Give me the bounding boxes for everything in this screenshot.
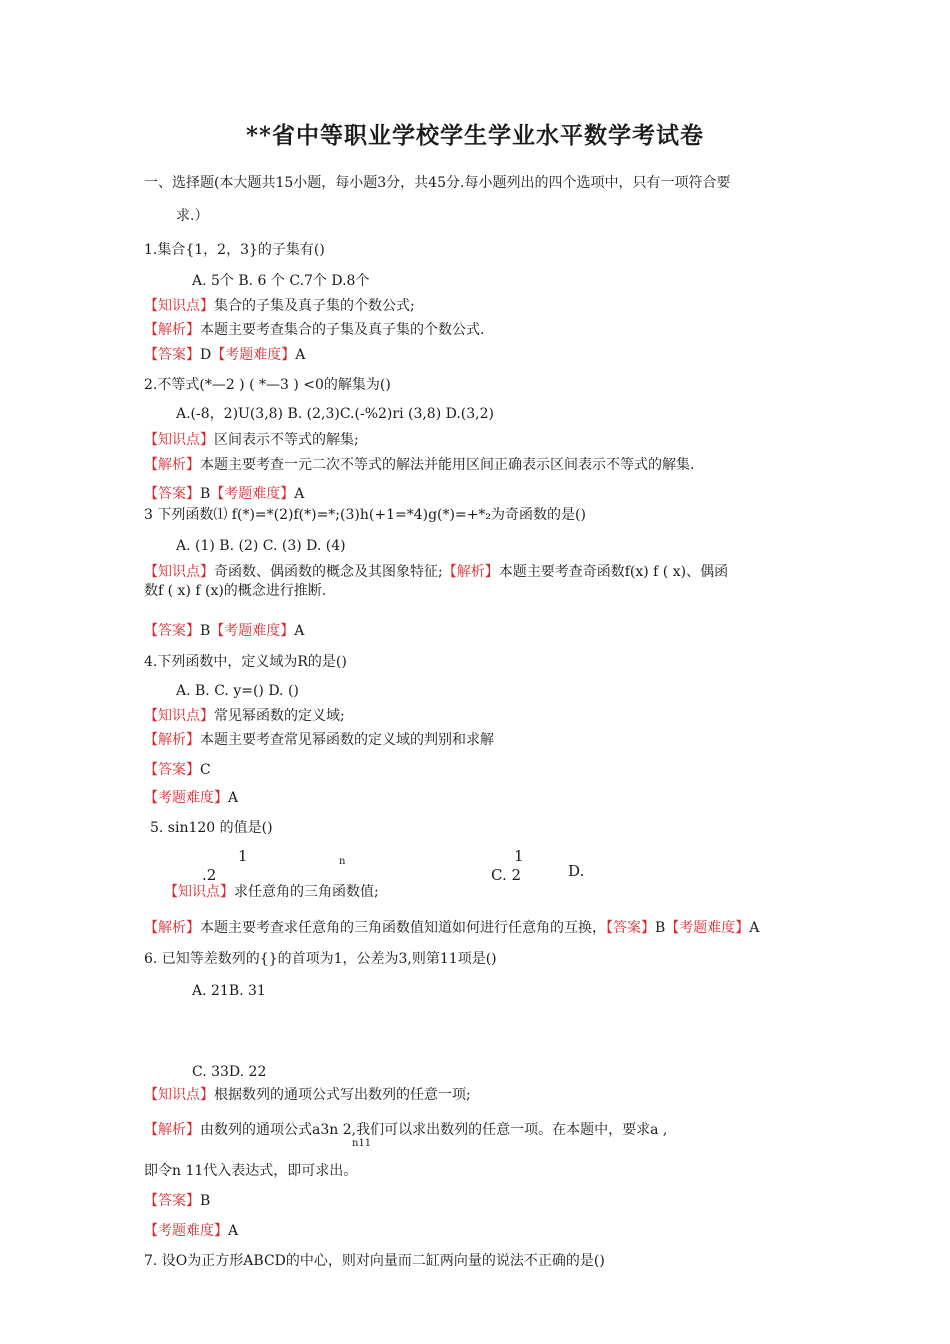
answer-label: 【答案】 [144, 486, 200, 502]
q5-analysis-text: 本题主要考查求任意角的三角函数值知道如何进行任意角的互换， [200, 920, 606, 936]
q5-option-d: D. [568, 862, 585, 880]
answer-label: 【答案】 [606, 920, 655, 936]
difficulty-label: 【考题难度】 [211, 347, 296, 363]
q5-option-c: C. 2 [491, 866, 522, 884]
q4-difficulty-value: A [228, 790, 239, 806]
q1-options: A. 5个 B. 6 个 C.7个 D.8个 [192, 273, 370, 289]
knowledge-label: 【知识点】 [144, 708, 214, 724]
q2-difficulty-value: A [294, 486, 305, 502]
knowledge-label: 【知识点】 [144, 432, 214, 448]
q2-knowledge [144, 431, 359, 449]
q2-answer [144, 485, 304, 503]
q4-answer [144, 761, 211, 779]
q1-answer-value: D [200, 347, 212, 363]
q5-option-b-mark: n [339, 856, 346, 867]
analysis-label: 【解析】 [442, 564, 499, 580]
analysis-label: 【解析】 [144, 457, 200, 473]
q4-analysis [144, 731, 494, 749]
q6-answer-value: B [200, 1193, 211, 1209]
q6-knowledge [144, 1086, 471, 1104]
q1-answer [144, 346, 305, 364]
analysis-label: 【解析】 [144, 732, 200, 748]
q5-analysis [144, 919, 759, 937]
q5-difficulty-value: A [749, 920, 760, 936]
q3-answer-value: B [200, 623, 211, 639]
section-heading-cont: 求.） [176, 208, 209, 224]
q3-knowledge-analysis [144, 563, 728, 581]
q4-knowledge [144, 707, 345, 725]
q4-difficulty [144, 789, 238, 807]
q3-stem: 3 下列函数⑴ f(*)=*(2)f(*)=*;(3)h(+1=*4)g(*)=+*₂为奇函数的是() [144, 507, 586, 523]
q1-difficulty-value: A [295, 347, 306, 363]
q6-difficulty [144, 1222, 238, 1240]
q5-option-a-denominator: .2 [202, 866, 217, 884]
answer-label: 【答案】 [144, 762, 200, 778]
q7-stem: 7. 设O为正方形ABCD的中心，则对向量而二缸两向量的说法不正确的是() [144, 1253, 605, 1269]
difficulty-label: 【考题难度】 [210, 486, 295, 502]
section-heading: 一、选择题(本大题共15小题，每小题3分，共45分.每小题列出的四个选项中，只有一项符合要 [144, 175, 731, 191]
q3-knowledge-text: 奇函数、偶函数的概念及其图象特征; [214, 564, 443, 580]
analysis-label: 【解析】 [144, 1122, 200, 1138]
q3-difficulty-value: A [294, 623, 305, 639]
q4-answer-value: C [200, 762, 211, 778]
q5-option-c-numerator: 1 [514, 847, 524, 865]
analysis-label: 【解析】 [144, 920, 200, 936]
q2-analysis-text: 本题主要考查一元二次不等式的解法并能用区间正确表示区间表示不等式的解集. [200, 457, 695, 473]
analysis-label: 【解析】 [144, 322, 200, 338]
q2-options: A.(-8，2)U(3,8) B. (2,3)C.(-%2)ri (3,8) D.(3,2) [176, 406, 494, 422]
q1-analysis [144, 321, 484, 339]
knowledge-label: 【知识点】 [144, 298, 214, 314]
q1-analysis-text: 本题主要考查集合的子集及真子集的个数公式. [200, 322, 485, 338]
q6-knowledge-text: 根据数列的通项公式写出数列的任意一项; [214, 1087, 471, 1103]
q5-knowledge-text: 求任意角的三角函数值; [234, 884, 379, 900]
difficulty-label: 【考题难度】 [144, 1223, 228, 1239]
exam-title: **省中等职业学校学生学业水平数学考试卷 [245, 122, 705, 149]
q5-option-a-numerator: 1 [238, 847, 248, 865]
q4-knowledge-text: 常见幂函数的定义域; [214, 708, 345, 724]
q1-stem: 1.集合{1，2，3}的子集有() [144, 242, 325, 258]
answer-label: 【答案】 [144, 1193, 200, 1209]
difficulty-label: 【考题难度】 [665, 920, 750, 936]
answer-label: 【答案】 [144, 623, 200, 639]
q5-answer-value: B [655, 920, 666, 936]
q3-answer [144, 622, 304, 640]
q6-analysis [144, 1121, 667, 1139]
difficulty-label: 【考题难度】 [144, 790, 228, 806]
q6-analysis-cont: 即令n 11代入表达式，即可求出。 [144, 1163, 358, 1179]
q6-difficulty-value: A [228, 1223, 239, 1239]
q5-knowledge [164, 883, 379, 901]
q6-options-ab: A. 21B. 31 [192, 983, 266, 999]
difficulty-label: 【考题难度】 [210, 623, 295, 639]
q1-knowledge-text: 集合的子集及真子集的个数公式; [214, 298, 415, 314]
q1-knowledge [144, 297, 415, 315]
q4-stem: 4.下列函数中，定义域为R的是() [144, 654, 347, 670]
q2-answer-value: B [200, 486, 211, 502]
q3-analysis-cont: 数f ( x) f (x)的概念进行推断. [144, 583, 327, 599]
q6-answer [144, 1192, 210, 1210]
q3-options: A. (1) B. (2) C. (3) D. (4) [176, 538, 346, 554]
q4-options: A. B. C. y=() D. () [176, 683, 299, 699]
knowledge-label: 【知识点】 [144, 1087, 214, 1103]
q6-analysis-text: 由数列的通项公式a3n 2,我们可以求出数列的任意一项。在本题中，要求a , [200, 1122, 668, 1138]
q5-stem: 5. sin120 的值是() [150, 820, 273, 836]
answer-label: 【答案】 [144, 347, 200, 363]
knowledge-label: 【知识点】 [164, 884, 234, 900]
q2-stem: 2.不等式(*—2 ) ( *—3 ) <0的解集为() [144, 377, 391, 393]
q2-knowledge-text: 区间表示不等式的解集; [214, 432, 359, 448]
q3-analysis-text: 本题主要考查奇函数f(x) f ( x)、偶函 [498, 564, 729, 580]
q6-options-cd: C. 33D. 22 [192, 1064, 267, 1080]
q2-analysis [144, 456, 694, 474]
knowledge-label: 【知识点】 [144, 564, 214, 580]
q6-stem: 6. 已知等差数列的{}的首项为1，公差为3,则第11项是() [144, 951, 497, 967]
q4-analysis-text: 本题主要考查常见幂函数的定义域的判别和求解 [200, 732, 494, 748]
q6-analysis-subscript: n11 [352, 1138, 372, 1149]
